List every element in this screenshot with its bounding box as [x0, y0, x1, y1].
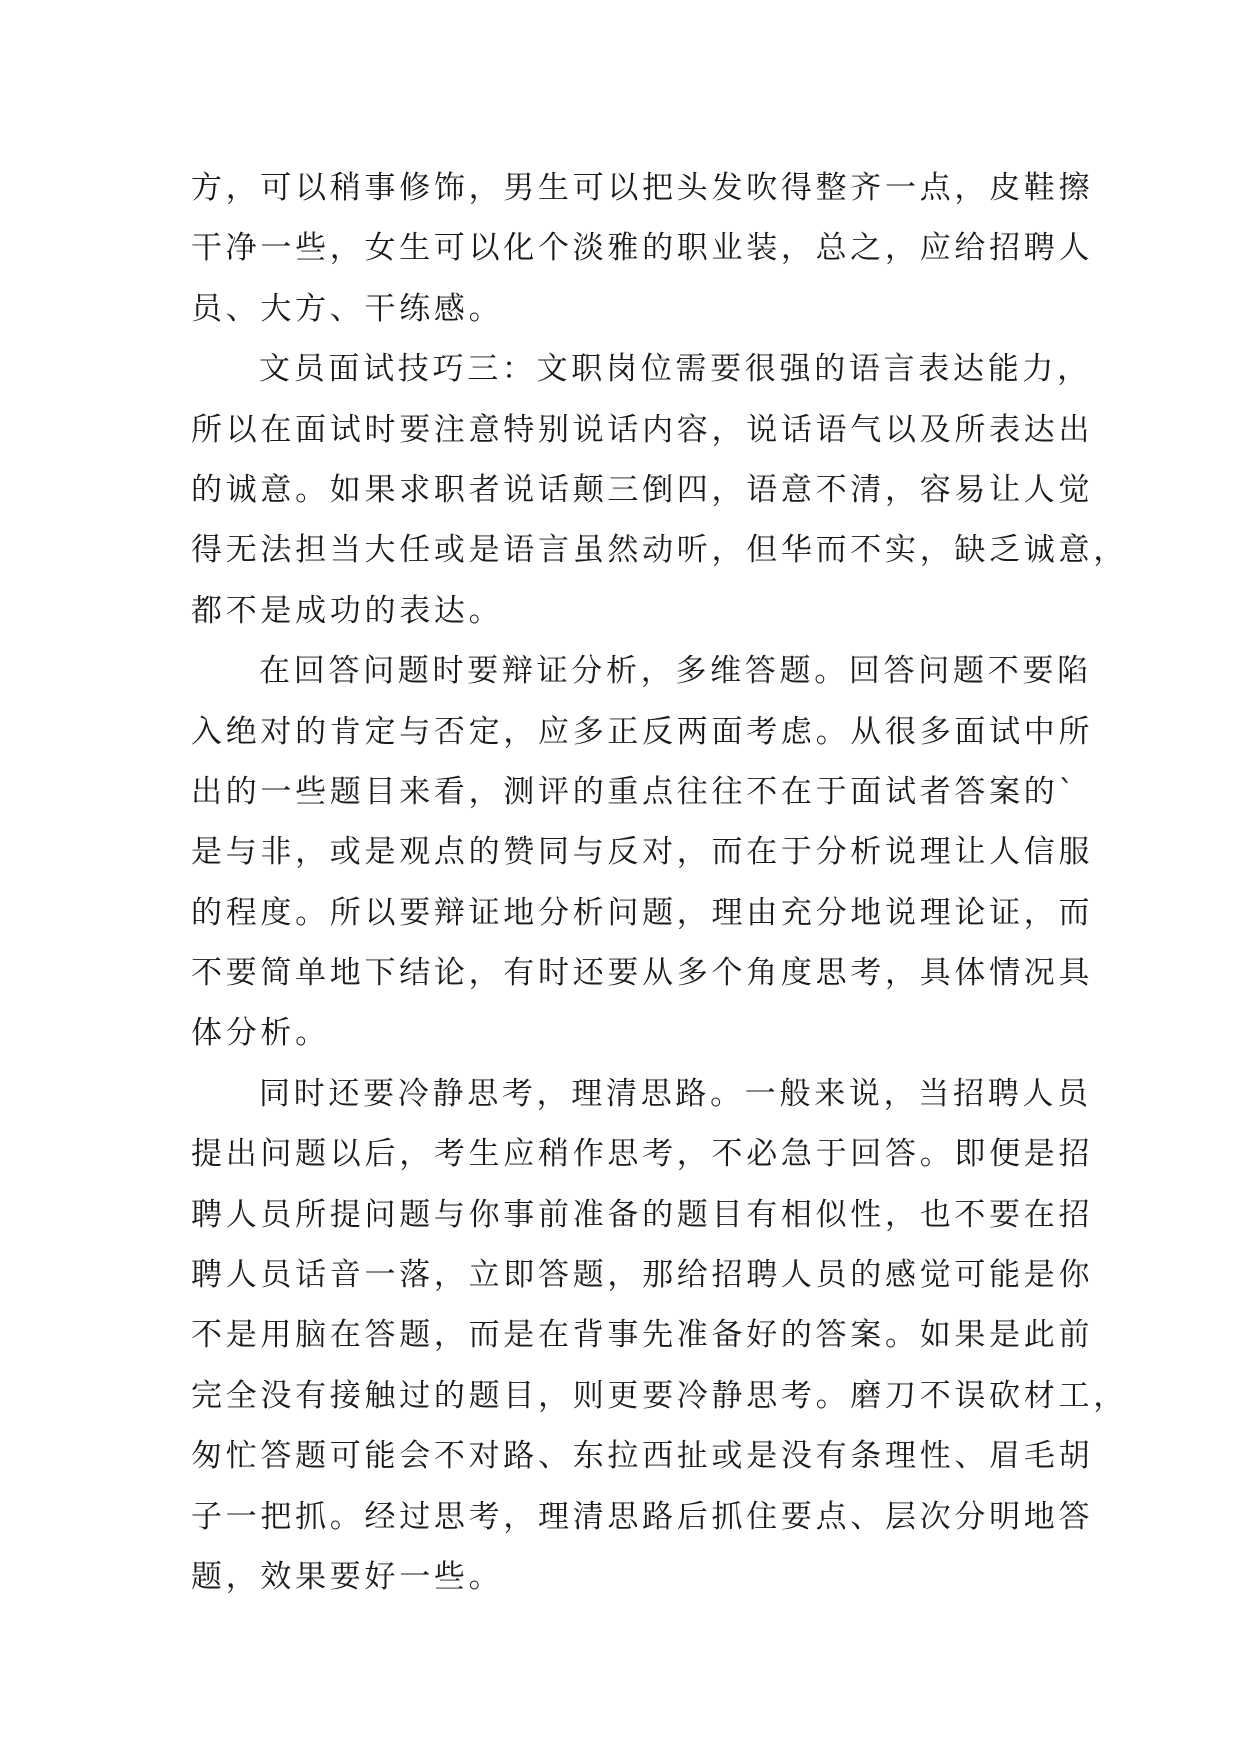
text-line: 完全没有接触过的题目，则更要冷静思考。磨刀不误砍材工，	[191, 1377, 1128, 1414]
text-line: 的程度。所以要辩证地分析问题，理由充分地说理论证，而	[191, 894, 1094, 931]
text-line: 是与非，或是观点的赞同与反对，而在于分析说理让人信服	[191, 834, 1094, 871]
text-line: 所以在面试时要注意特别说话内容，说话语气以及所表达出	[191, 411, 1094, 448]
text-line: 干净一些，女生可以化个淡雅的职业装，总之，应给招聘人	[191, 230, 1094, 267]
text-line: 不要简单地下结论，有时还要从多个角度思考，具体情况具	[191, 955, 1094, 992]
text-line: 的诚意。如果求职者说话颠三倒四，语意不清，容易让人觉	[191, 471, 1094, 508]
text-line: 子一把抓。经过思考，理清思路后抓住要点、层次分明地答	[191, 1498, 1094, 1535]
paragraph-first-line: 文员面试技巧三：文职岗位需要很强的语言表达能力，	[259, 351, 1092, 388]
paragraph-first-line: 同时还要冷静思考，理清思路。一般来说，当招聘人员	[259, 1075, 1092, 1112]
paragraph-first-line: 在回答问题时要辩证分析，多维答题。回答问题不要陷	[259, 653, 1092, 690]
text-line: 出的一些题目来看，测评的重点往往不在于面试者答案的`	[191, 773, 1078, 810]
text-line: 体分析。	[191, 1015, 330, 1052]
text-line: 方，可以稍事修饰，男生可以把头发吹得整齐一点，皮鞋擦	[191, 170, 1094, 206]
text-line: 都不是成功的表达。	[191, 592, 504, 629]
text-line: 不是用脑在答题，而是在背事先准备好的答案。如果是此前	[191, 1317, 1094, 1354]
document-body	[191, 158, 1128, 1607]
text-line: 题，效果要好一些。	[191, 1558, 504, 1595]
text-line: 入绝对的肯定与否定，应多正反两面考虑。从很多面试中所	[191, 713, 1094, 750]
text-line: 得无法担当大任或是语言虽然动听，但华而不实，缺乏诚意，	[191, 532, 1128, 569]
text-line: 匆忙答题可能会不对路、东拉西扯或是没有条理性、眉毛胡	[191, 1438, 1094, 1475]
text-line: 聘人员话音一落，立即答题，那给招聘人员的感觉可能是你	[191, 1257, 1094, 1294]
text-line: 提出问题以后，考生应稍作思考，不必急于回答。即便是招	[191, 1136, 1094, 1173]
text-line: 员、大方、干练感。	[191, 290, 504, 327]
text-line: 聘人员所提问题与你事前准备的题目有相似性，也不要在招	[191, 1196, 1094, 1233]
